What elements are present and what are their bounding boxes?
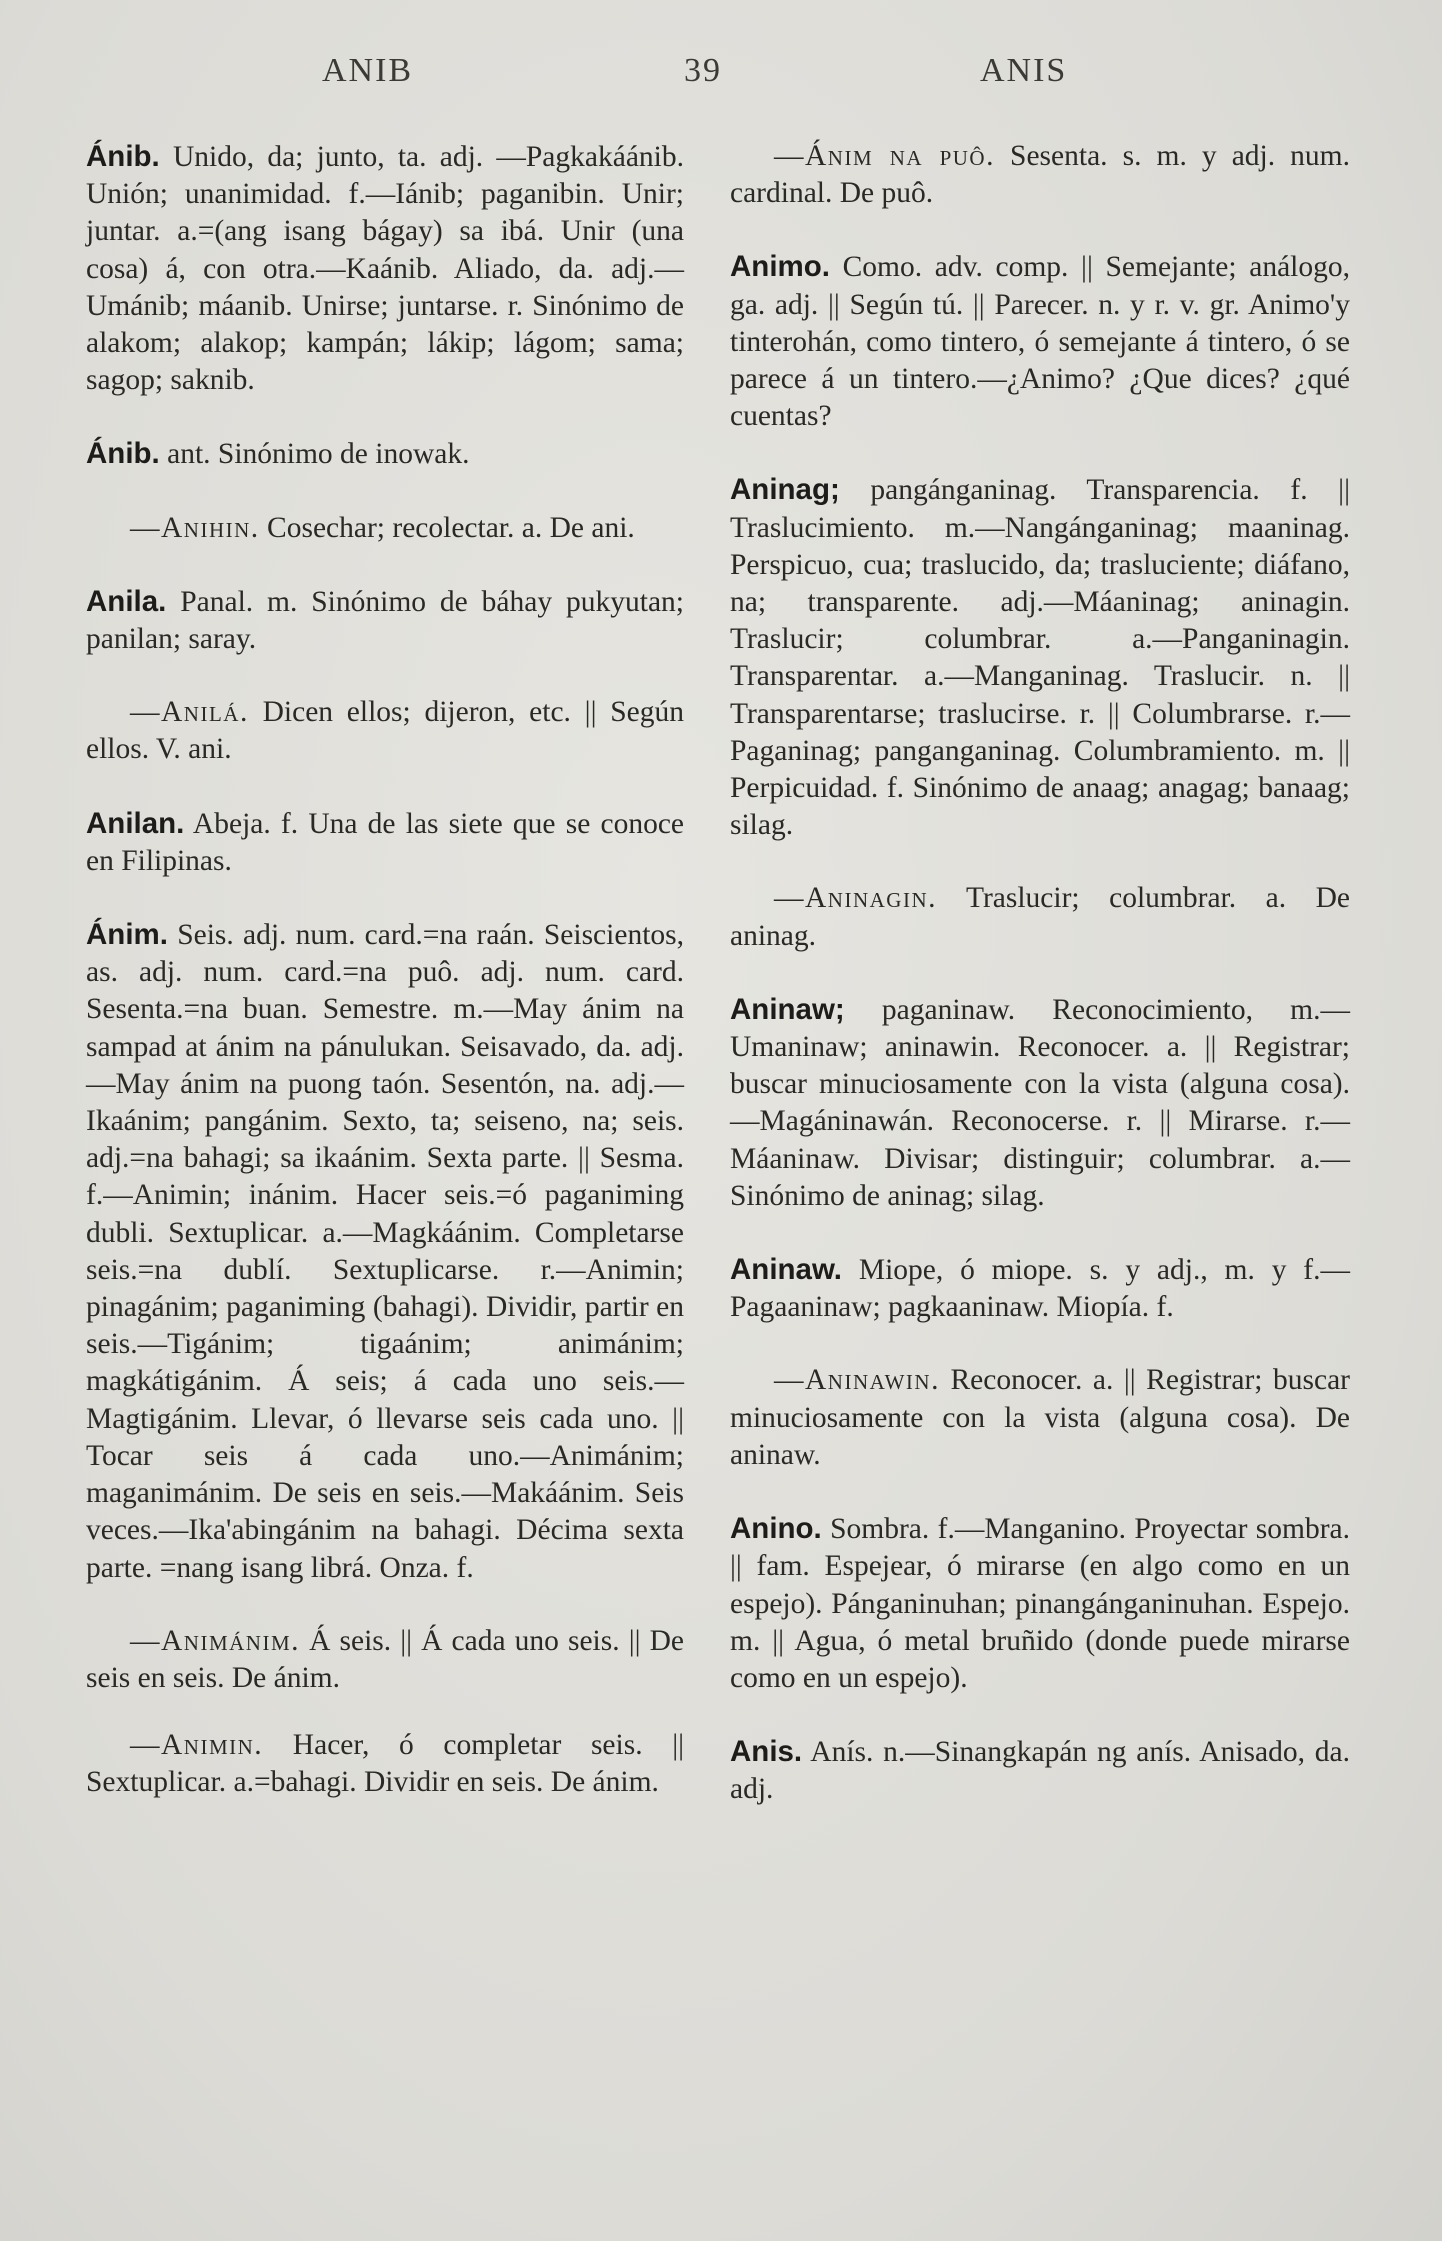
entry-headword: —Animánim. [130, 1624, 301, 1657]
entry-anila-2 [86, 694, 684, 768]
entry-animo [730, 248, 1350, 435]
entry-anis [730, 1733, 1350, 1808]
entry-headword: Aninag; [730, 473, 840, 507]
entry-animin [86, 1727, 684, 1801]
entry-anib-1 [86, 138, 684, 399]
entry-headword: Anis. [730, 1735, 803, 1769]
entry-text: Hacer, ó completar seis. || Sextuplicar. a.=bahagi. Dividir en seis. De ánim. [86, 1729, 685, 1799]
entry-anib-2 [86, 435, 684, 473]
entry-aninagin [730, 880, 1350, 954]
entry-headword: Animo. [730, 250, 830, 284]
entry-anim-na-puo [730, 138, 1350, 212]
entry-headword: Anila. [86, 584, 167, 618]
entry-headword: —Aninagin. [774, 882, 937, 915]
entry-headword: —Anihin. [130, 511, 260, 544]
entry-text: Seis. adj. num. card.=na raán. Seiscientos, as. adj. num. card.=na puô. adj. num. card. Sesenta.=na buan. Semestre. m.—May ánim na sampad at ánim na pánulukan. Seisavado, da. adj.—May ánim na puong taón. Sesentón, na. adj.—Ikaánim; pangánim. Sexto, ta; seiseno, na; seis. adj.=na bahagi; sa ikaánim. Sexta parte. || Sesma. f.—Animin; inánim. Hacer seis.=ó paganiming dubli. Sextuplicar. a.—Magkáánim. Completarse seis.=na dublí. Sextuplicarse. r.—Animin; pinagánim; paganiming (bahagi). Dividir, partir en seis.—Tigánim; tigaánim; animánim; magkátigánim. Á seis; á cada uno seis.—Magtigánim. Llevar, ó llevarse seis cada uno. || Tocar seis á cada uno.—Animánim; maganimánim. De seis en seis.—Makáánim. Seis veces.—Ika'abingánim na bahagi. Décima sexta parte. =nang isang librá. Onza. f. [86, 919, 684, 1584]
entry-headword: Anilan. [86, 806, 185, 840]
right-column [730, 138, 1350, 1845]
entry-text: paganinaw. Reconocimiento, m.—Umaninaw; aninawin. Reconocer. a. || Registrar; buscar minuciosamente con la vista (alguna cosa).—Magáninawán. Reconocerse. r. || Mirarse. r.—Máaninaw. Divisar; distinguir; columbrar. a.—Sinónimo de aninag; silag. [730, 993, 1350, 1212]
entry-text: Cosechar; recolectar. a. De ani. [267, 511, 635, 544]
entry-headword: Anino. [730, 1512, 822, 1546]
entry-anim [86, 916, 684, 1587]
page-header [0, 52, 1442, 102]
entry-text: Sombra. f.—Manganino. Proyectar sombra. || fam. Espejear, ó mirarse (en algo como en un espejo). Pánganinuhan; pinangánganinuhan. Espejo. m. || Agua, ó metal bruñido (donde puede mirarse como en un espejo). [730, 1513, 1350, 1694]
entry-headword: Aninaw; [730, 992, 845, 1026]
header-right-guideword: ANIS [980, 52, 1068, 89]
entry-headword: Aninaw. [730, 1253, 842, 1287]
entry-aninawin [730, 1362, 1350, 1474]
entry-anino [730, 1510, 1350, 1697]
entry-text: Dicen ellos; dijeron, etc. || Según ellos. V. ani. [86, 696, 685, 766]
entry-text: Sesenta. s. m. y adj. num. cardinal. De puô. [730, 140, 1350, 210]
entry-text: Como. adv. comp. || Semejante; análogo, ga. adj. || Según tú. || Parecer. n. y r. v. gr. Animo'y tinterohán, como tintero, ó semejante á tintero, ó se parece á un tintero.—¿Animo? ¿Que dices? ¿qué cuentas? [730, 251, 1350, 433]
entry-headword: —Animin. [130, 1729, 264, 1762]
entry-text: Traslucir; columbrar. a. De aninag. [730, 882, 1350, 952]
entry-aninag [730, 471, 1350, 844]
entry-text: Á seis. || Á cada uno seis. || De seis en seis. De ánim. [86, 1624, 684, 1694]
entry-headword: —Ánim na puô. [774, 140, 995, 172]
entry-text: Reconocer. a. || Registrar; buscar minuciosamente con la vista (alguna cosa). De aninaw. [730, 1364, 1350, 1471]
entry-headword: —Anilá. [130, 696, 249, 729]
entry-anila [86, 583, 684, 658]
entry-anihin [86, 510, 684, 547]
left-column [86, 138, 684, 1838]
entry-aninaw-2 [730, 1251, 1350, 1326]
entry-anilan [86, 805, 684, 880]
entry-text: Anís. n.—Sinangkapán ng anís. Anisado, da. adj. [730, 1736, 1350, 1806]
entry-text: ant. Sinónimo de inowak. [167, 438, 470, 471]
entry-text: pangánganinag. Transparencia. f. || Traslucimiento. m.—Nangánganinag; maaninag. Perspicuo, cua; traslucido, da; trasluciente; diáfano, na; transparente. adj.—Máaninag; aninagin. Traslucir; columbrar. a.—Panganinagin. Transparentar. a.—Manganinag. Traslucir. n. || Transparentarse; traslucirse. r. || Columbrarse. r.—Paganinag; panganganinag. Columbramiento. m. || Perpicuidad. f. Sinónimo de anaag; anagag; banaag; silag. [730, 474, 1350, 842]
entry-text: Miope, ó miope. s. y adj., m. y f.—Pagaaninaw; pagkaaninaw. Miopía. f. [730, 1254, 1350, 1324]
entry-text: Abeja. f. Una de las siete que se conoce en Filipinas. [86, 807, 685, 877]
entry-animanim [86, 1623, 684, 1697]
entry-text: Unido, da; junto, ta. adj. —Pagkakáánib. Unión; unanimidad. f.—Iánib; paganibin. Unir; juntar. a.=(ang isang bágay) sa ibá. Unir (una cosa) á, con otra.—Kaánib. Aliado, da. adj.—Umánib; máanib. Unirse; juntarse. r. Sinónimo de alakom; alakop; kampán; lákip; lágom; sama; sagop; saknib. [86, 141, 684, 397]
header-left-guideword: ANIB [322, 52, 414, 89]
page-number: 39 [684, 52, 722, 89]
entry-text: Panal. m. Sinónimo de báhay pukyutan; panilan; saray. [86, 585, 684, 656]
entry-headword: Ánib. [86, 140, 160, 173]
entry-headword: Ánim. [86, 918, 168, 952]
entry-aninaw-1 [730, 991, 1350, 1215]
entry-headword: —Aninawin. [774, 1364, 940, 1397]
entry-headword: Ánib. [86, 437, 160, 471]
